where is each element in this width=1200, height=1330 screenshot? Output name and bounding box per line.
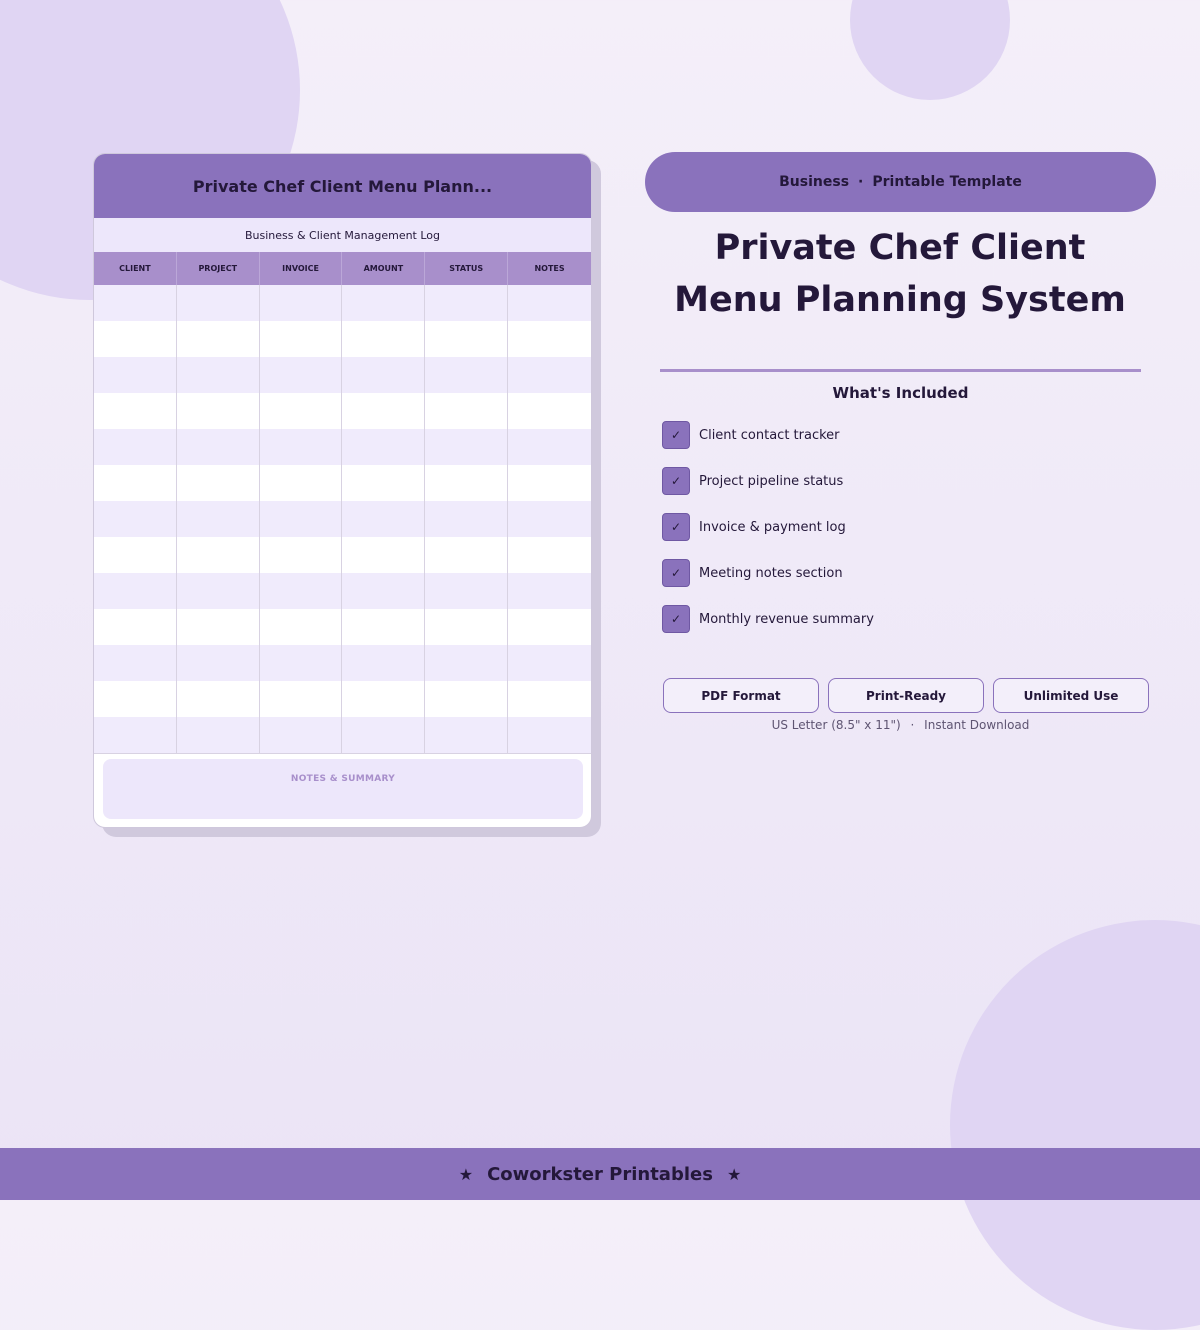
checkbox-icon: ✓ [662,513,690,541]
product-title [640,222,1160,326]
category-pill [645,152,1156,212]
table-cell [508,393,591,429]
category-label: Business [779,174,850,190]
format-note-separator: · [910,718,915,732]
feature-label: Invoice & payment log [699,519,846,535]
table-row [94,609,591,645]
table-cell [425,609,508,645]
table-cell [260,609,343,645]
column-header-amount: AMOUNT [342,252,425,285]
table-row [94,501,591,537]
table-row [94,321,591,357]
table-cell [177,393,260,429]
table-cell [177,645,260,681]
table-cell [342,681,425,717]
table-cell [94,681,177,717]
feature-item [662,605,874,633]
table-row [94,645,591,681]
table-cell [508,357,591,393]
table-cell [342,285,425,321]
table-cell [260,645,343,681]
print-ready-badge: Print-Ready [828,678,984,713]
table-cell [342,717,425,753]
table-body [94,285,591,753]
delivery-text: Instant Download [924,718,1030,732]
table-cell [425,285,508,321]
table-cell [260,537,343,573]
table-cell [342,501,425,537]
table-header [94,252,591,285]
feature-label: Meeting notes section [699,565,843,581]
table-cell [94,537,177,573]
table-row [94,537,591,573]
star-icon: ★ [726,1164,742,1184]
table-cell [177,537,260,573]
table-cell [94,465,177,501]
column-header-project: PROJECT [177,252,260,285]
table-cell [508,681,591,717]
table-cell [260,429,343,465]
template-type-label: Printable Template [872,174,1022,190]
table-cell [342,393,425,429]
table-cell [94,357,177,393]
table-cell [508,501,591,537]
divider [660,369,1141,372]
table-row [94,465,591,501]
sheet-subtitle: Business & Client Management Log [94,218,591,252]
table-cell [508,537,591,573]
table-cell [260,285,343,321]
column-header-invoice: INVOICE [260,252,343,285]
table-cell [342,645,425,681]
table-cell [177,681,260,717]
star-icon: ★ [458,1164,474,1184]
table-cell [342,357,425,393]
unlimited-use-badge: Unlimited Use [993,678,1149,713]
table-cell [94,393,177,429]
table-cell [425,537,508,573]
feature-label: Project pipeline status [699,473,844,489]
feature-item [662,421,840,449]
brand-name: Coworkster Printables [487,1163,713,1185]
table-cell [425,681,508,717]
table-cell [508,429,591,465]
table-row [94,717,591,753]
table-bottom-border [94,753,591,754]
checkbox-icon: ✓ [662,421,690,449]
table-cell [508,465,591,501]
table-cell [94,609,177,645]
feature-label: Monthly revenue summary [699,611,874,627]
table-cell [94,429,177,465]
product-title-line-1: Private Chef Client [714,228,1086,268]
product-title-line-2: Menu Planning System [674,280,1126,320]
table-cell [425,501,508,537]
table-cell [177,285,260,321]
table-cell [94,501,177,537]
notes-summary-box [103,759,583,819]
table-cell [425,321,508,357]
table-cell [260,717,343,753]
notes-summary-label: NOTES & SUMMARY [290,774,396,784]
table-cell [508,645,591,681]
template-preview-sheet [93,153,592,828]
table-cell [342,321,425,357]
table-cell [177,465,260,501]
table-cell [425,573,508,609]
pdf-format-badge: PDF Format [663,678,819,713]
table-cell [425,717,508,753]
checkbox-icon: ✓ [662,605,690,633]
table-cell [508,321,591,357]
table-cell [508,573,591,609]
feature-item [662,513,846,541]
table-cell [260,357,343,393]
table-cell [177,573,260,609]
feature-label: Client contact tracker [699,427,840,443]
decorative-circle-bottom-right [950,920,1200,1330]
table-cell [260,393,343,429]
table-cell [425,645,508,681]
table-cell [260,501,343,537]
table-cell [342,465,425,501]
table-cell [508,285,591,321]
table-cell [260,681,343,717]
footer-banner [0,1148,1200,1200]
table-cell [425,393,508,429]
table-cell [94,717,177,753]
feature-item [662,467,843,495]
table-cell [94,285,177,321]
table-cell [260,321,343,357]
whats-included-heading: What's Included [832,384,969,402]
table-cell [94,573,177,609]
feature-item [662,559,843,587]
table-cell [425,429,508,465]
table-cell [177,717,260,753]
checkbox-icon: ✓ [662,467,690,495]
table-cell [342,537,425,573]
table-cell [425,357,508,393]
table-cell [260,573,343,609]
table-cell [177,609,260,645]
table-cell [177,501,260,537]
table-row [94,573,591,609]
column-header-notes: NOTES [534,264,565,273]
table-cell [177,357,260,393]
table-cell [508,609,591,645]
table-cell [260,465,343,501]
table-cell [177,429,260,465]
table-cell [177,321,260,357]
table-cell [342,609,425,645]
table-cell [94,321,177,357]
table-row [94,393,591,429]
table-cell [342,429,425,465]
table-cell [342,573,425,609]
checkbox-icon: ✓ [662,559,690,587]
column-header-status: STATUS [425,252,508,285]
format-note [660,718,1141,732]
category-separator: · [858,174,864,190]
table-cell [94,645,177,681]
table-row [94,429,591,465]
table-row [94,357,591,393]
table-cell [508,717,591,753]
sheet-title: Private Chef Client Menu Plann... [94,154,591,218]
decorative-circle-top-right [850,0,1010,100]
table-row [94,681,591,717]
paper-size-text: US Letter (8.5" x 11") [771,718,901,732]
column-header-client: CLIENT [94,252,177,285]
table-cell [425,465,508,501]
table-row [94,285,591,321]
